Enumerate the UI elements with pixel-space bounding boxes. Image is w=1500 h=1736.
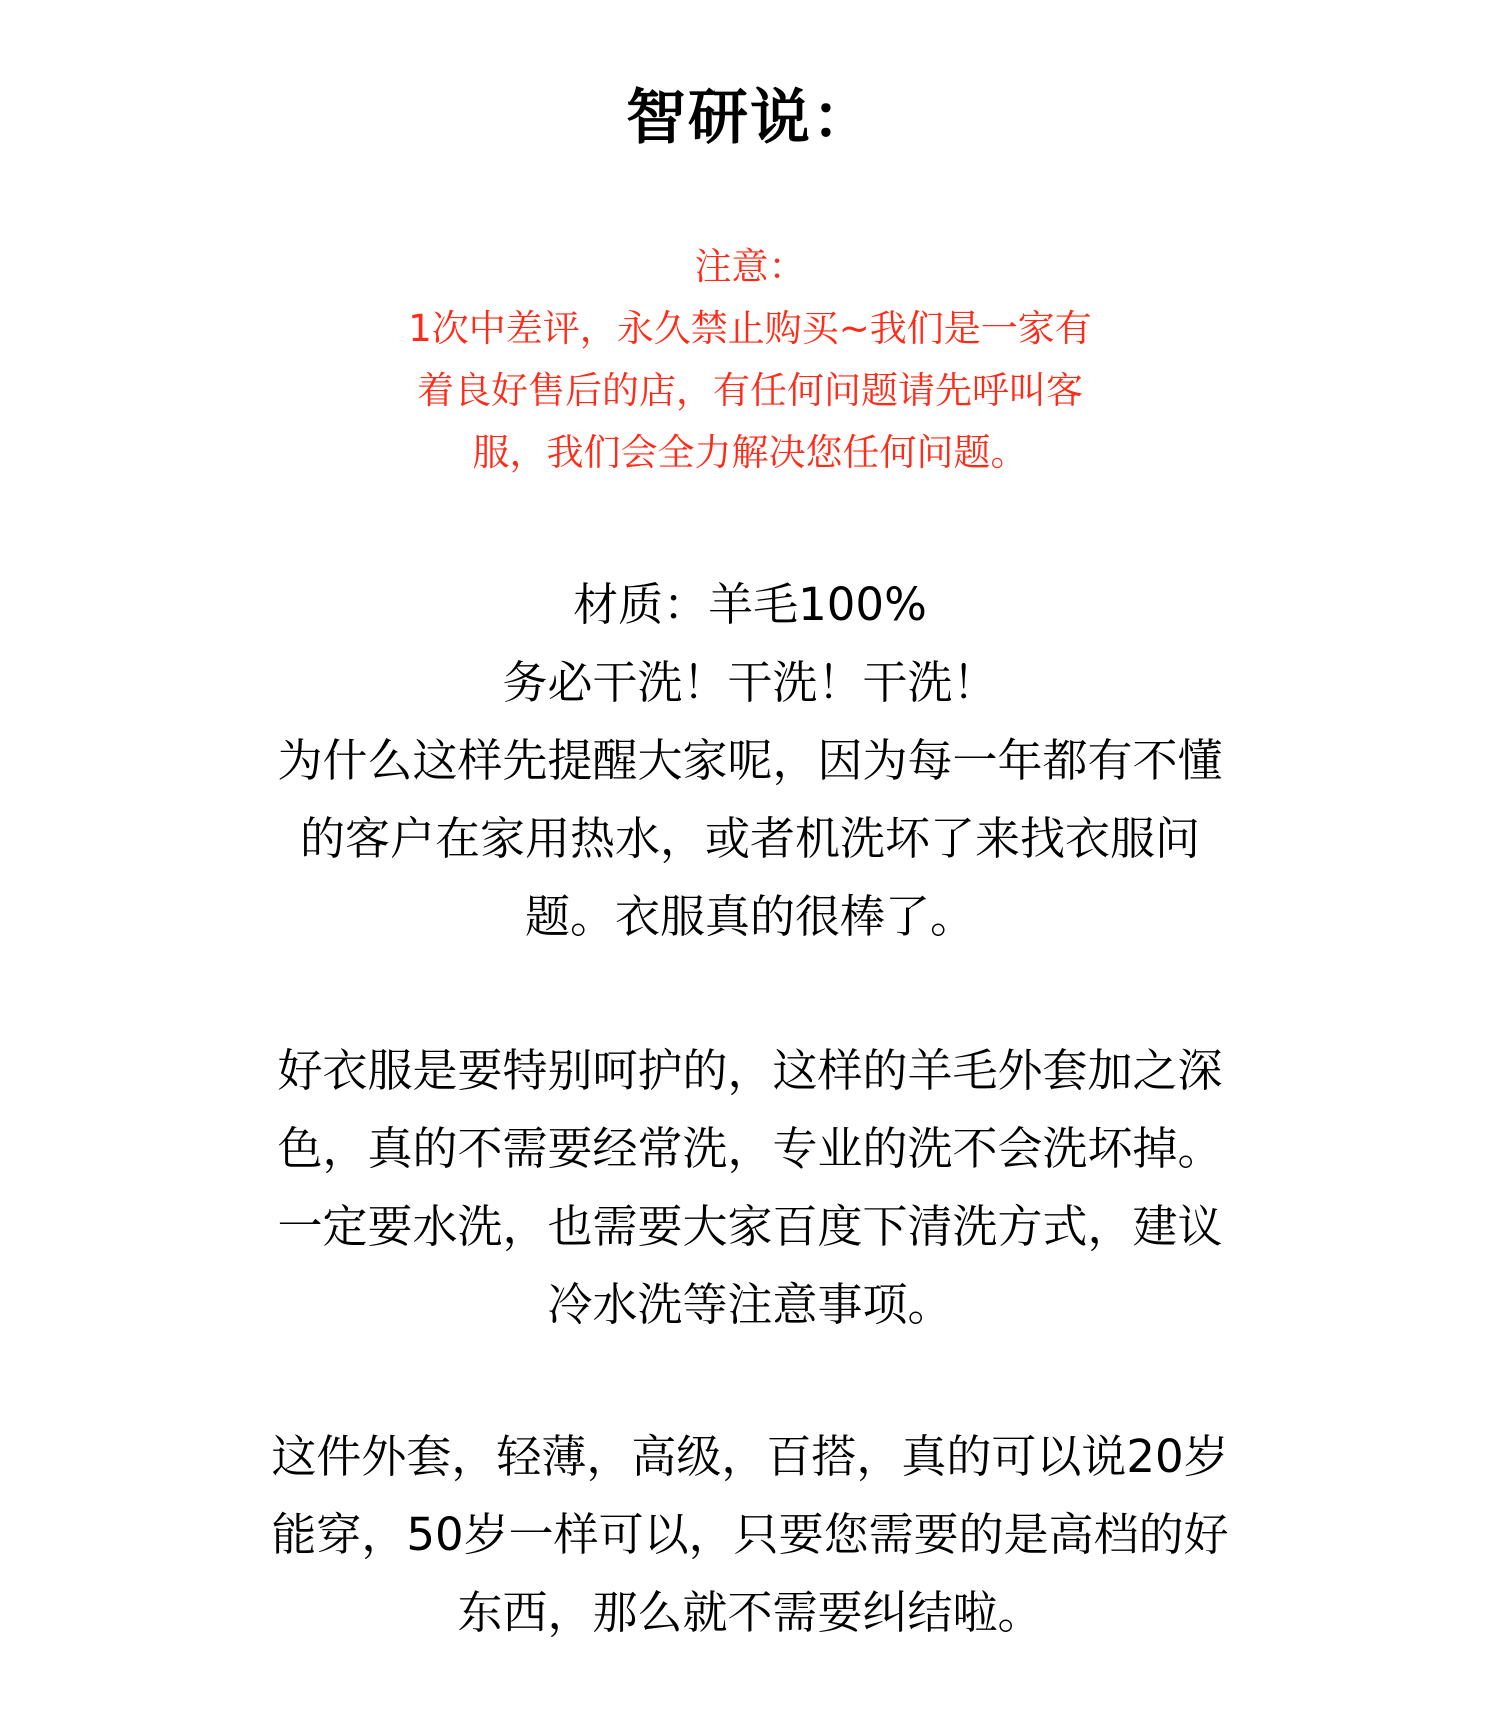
notice-line: 1次中差评，永久禁止购买~我们是一家有 [408, 307, 1092, 350]
material-text-line: 的客户在家用热水，或者机洗坏了来找衣服问 [299, 812, 1200, 865]
material-text-line: 为什么这样先提醒大家呢，因为每一年都有不懂 [277, 734, 1223, 787]
care-text-line: 好衣服是要特别呵护的，这样的羊毛外套加之深 [277, 1044, 1223, 1097]
notice-line: 着良好售后的店，有任何问题请先呼叫客 [417, 369, 1083, 412]
warning-notice [250, 236, 1250, 484]
care-text-line: 色，真的不需要经常洗，专业的洗不会洗坏掉。 [277, 1122, 1223, 1175]
care-section [150, 1032, 1350, 1344]
summary-text-line: 这件外套，轻薄，高级，百搭，真的可以说20岁 [271, 1430, 1229, 1483]
care-text-line: 一定要水洗，也需要大家百度下清洗方式，建议 [277, 1200, 1223, 1253]
notice-line: 服，我们会全力解决您任何问题。 [472, 431, 1028, 474]
care-text-line: 冷水洗等注意事项。 [547, 1278, 953, 1331]
material-section [150, 566, 1350, 956]
page-title: 智研说： [626, 83, 874, 153]
material-line: 材质：羊毛100% [573, 578, 927, 631]
dry-clean-line: 务必干洗！干洗！干洗！ [502, 656, 998, 709]
material-text-line: 题。衣服真的很棒了。 [524, 890, 975, 943]
summary-text-line: 东西，那么就不需要纠结啦。 [457, 1586, 1043, 1639]
notice-heading: 注意： [694, 245, 806, 288]
summary-section [150, 1418, 1350, 1652]
summary-text-line: 能穿，50岁一样可以，只要您需要的是高档的好 [271, 1508, 1229, 1561]
